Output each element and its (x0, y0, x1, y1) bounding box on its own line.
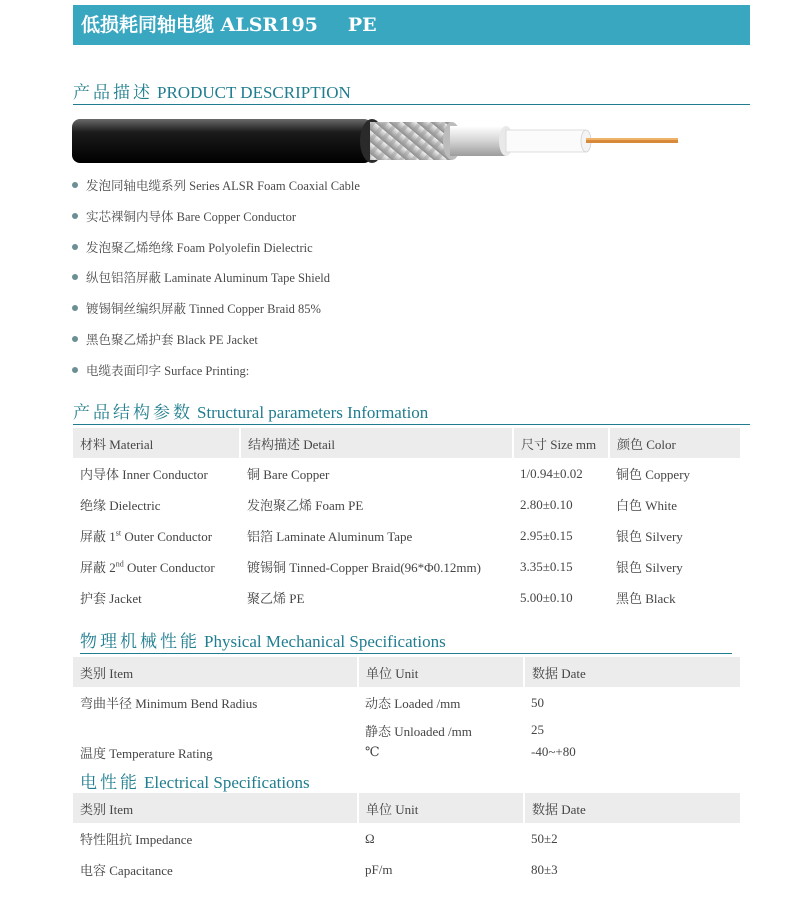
item-cell: 弯曲半径 Minimum Bend Radius (80, 696, 258, 711)
table-row (73, 458, 740, 489)
table-row (73, 551, 740, 582)
table-row (73, 520, 740, 551)
list-item: 镀锡铜丝编织屏蔽 Tinned Copper Braid 85% (72, 301, 672, 332)
list-item: 纵包铝箔屏蔽 Laminate Aluminum Tape Shield (72, 270, 672, 301)
value-cell: 80±3 (531, 861, 558, 877)
item-cell: 电容 Capacitance (80, 863, 173, 878)
table-row (73, 742, 740, 762)
page-title-bar (73, 5, 750, 45)
detail-cell: 聚乙烯 PE (247, 591, 305, 606)
item-cell: 特性阻抗 Impedance (80, 832, 193, 847)
color-cell: 银色 Silvery (616, 529, 683, 544)
page-title-suffix: PE (347, 14, 377, 36)
material-text: 屏蔽 1 (80, 529, 116, 544)
section-en: PRODUCT DESCRIPTION (157, 83, 351, 102)
product-features-list (72, 178, 672, 394)
value-cell: 50±2 (531, 830, 558, 846)
section-zh: 物理机械性能 (80, 632, 200, 651)
size-cell: 2.95±0.15 (520, 527, 573, 543)
section-zh: 产品结构参数 (73, 403, 193, 422)
unit-cell: ℃ (365, 744, 380, 759)
color-cell: 黑色 Black (616, 591, 676, 606)
detail-cell: 铜 Bare Copper (247, 467, 330, 482)
section-mechanical (80, 627, 732, 654)
column-header: 数据 Date (524, 793, 740, 823)
value-cell: 50 (531, 694, 544, 710)
size-cell: 5.00±0.10 (520, 589, 573, 605)
mechanical-table (73, 657, 740, 762)
column-header: 颜色 Color (609, 428, 740, 458)
list-item: 黑色聚乙烯护套 Black PE Jacket (72, 332, 672, 363)
table-row (73, 687, 740, 718)
table-header-row (73, 428, 740, 458)
list-item: 实芯裸铜内导体 Bare Copper Conductor (72, 209, 672, 240)
color-cell: 白色 White (616, 498, 678, 513)
color-cell: 铜色 Coppery (616, 467, 691, 482)
section-structural (73, 398, 750, 425)
material-cell: 内导体 Inner Conductor (80, 467, 208, 482)
column-header: 类别 Item (73, 657, 358, 687)
page-title: 低损耗同轴电缆 ALSR195 (81, 14, 318, 36)
table-row (73, 582, 740, 613)
electrical-table (73, 793, 740, 885)
material-text: 屏蔽 2 (80, 560, 116, 575)
cable-illustration (72, 115, 692, 167)
item-cell: 温度 Temperature Rating (80, 745, 213, 761)
table-row (73, 718, 740, 742)
detail-cell: 铝箔 Laminate Aluminum Tape (247, 529, 413, 544)
unit-cell: 动态 Loaded /mm (365, 696, 461, 711)
value-cell: -40~+80 (531, 744, 576, 759)
size-cell: 2.80±0.10 (520, 496, 573, 512)
ordinal-suffix: st (115, 528, 122, 538)
unit-cell: pF/m (365, 861, 393, 877)
material-cell: 护套 Jacket (80, 591, 142, 606)
size-cell: 1/0.94±0.02 (520, 465, 583, 481)
table-header-row (73, 657, 740, 687)
size-cell: 3.35±0.15 (520, 558, 573, 574)
color-cell: 银色 Silvery (616, 560, 683, 575)
column-header: 类别 Item (73, 793, 358, 823)
table-row (73, 823, 740, 854)
column-header: 材料 Material (73, 428, 240, 458)
section-en: Electrical Specifications (144, 773, 310, 792)
material-text: Outer Conductor (121, 529, 213, 544)
table-row (73, 489, 740, 520)
table-header-row (73, 793, 740, 823)
unit-cell: Ω (365, 830, 375, 846)
section-product-description (73, 78, 750, 105)
column-header: 结构描述 Detail (240, 428, 513, 458)
unit-cell: 静态 Unloaded /mm (365, 723, 472, 739)
column-header: 单位 Unit (358, 793, 524, 823)
detail-cell: 镀锡铜 Tinned-Copper Braid(96*Φ0.12mm) (247, 560, 481, 575)
value-cell: 25 (531, 722, 544, 737)
table-row (73, 854, 740, 885)
column-header: 尺寸 Size mm (513, 428, 609, 458)
section-zh: 产品描述 (73, 83, 153, 102)
column-header: 数据 Date (524, 657, 740, 687)
column-header: 单位 Unit (358, 657, 524, 687)
section-electrical (80, 768, 732, 795)
section-en: Physical Mechanical Specifications (204, 632, 446, 651)
detail-cell: 发泡聚乙烯 Foam PE (247, 498, 364, 513)
list-item: 发泡同轴电缆系列 Series ALSR Foam Coaxial Cable (72, 178, 672, 209)
ordinal-suffix: nd (115, 559, 124, 569)
item-cell (73, 718, 358, 742)
material-text: Outer Conductor (123, 560, 215, 575)
material-cell (73, 520, 240, 551)
section-en: Structural parameters Information (197, 403, 429, 422)
material-cell: 绝缘 Dielectric (80, 498, 161, 513)
material-cell (73, 551, 240, 582)
structural-table (73, 428, 740, 613)
list-item: 电缆表面印字 Surface Printing: (72, 363, 672, 394)
section-zh: 电性能 (80, 773, 140, 792)
list-item: 发泡聚乙烯绝缘 Foam Polyolefin Dielectric (72, 240, 672, 271)
